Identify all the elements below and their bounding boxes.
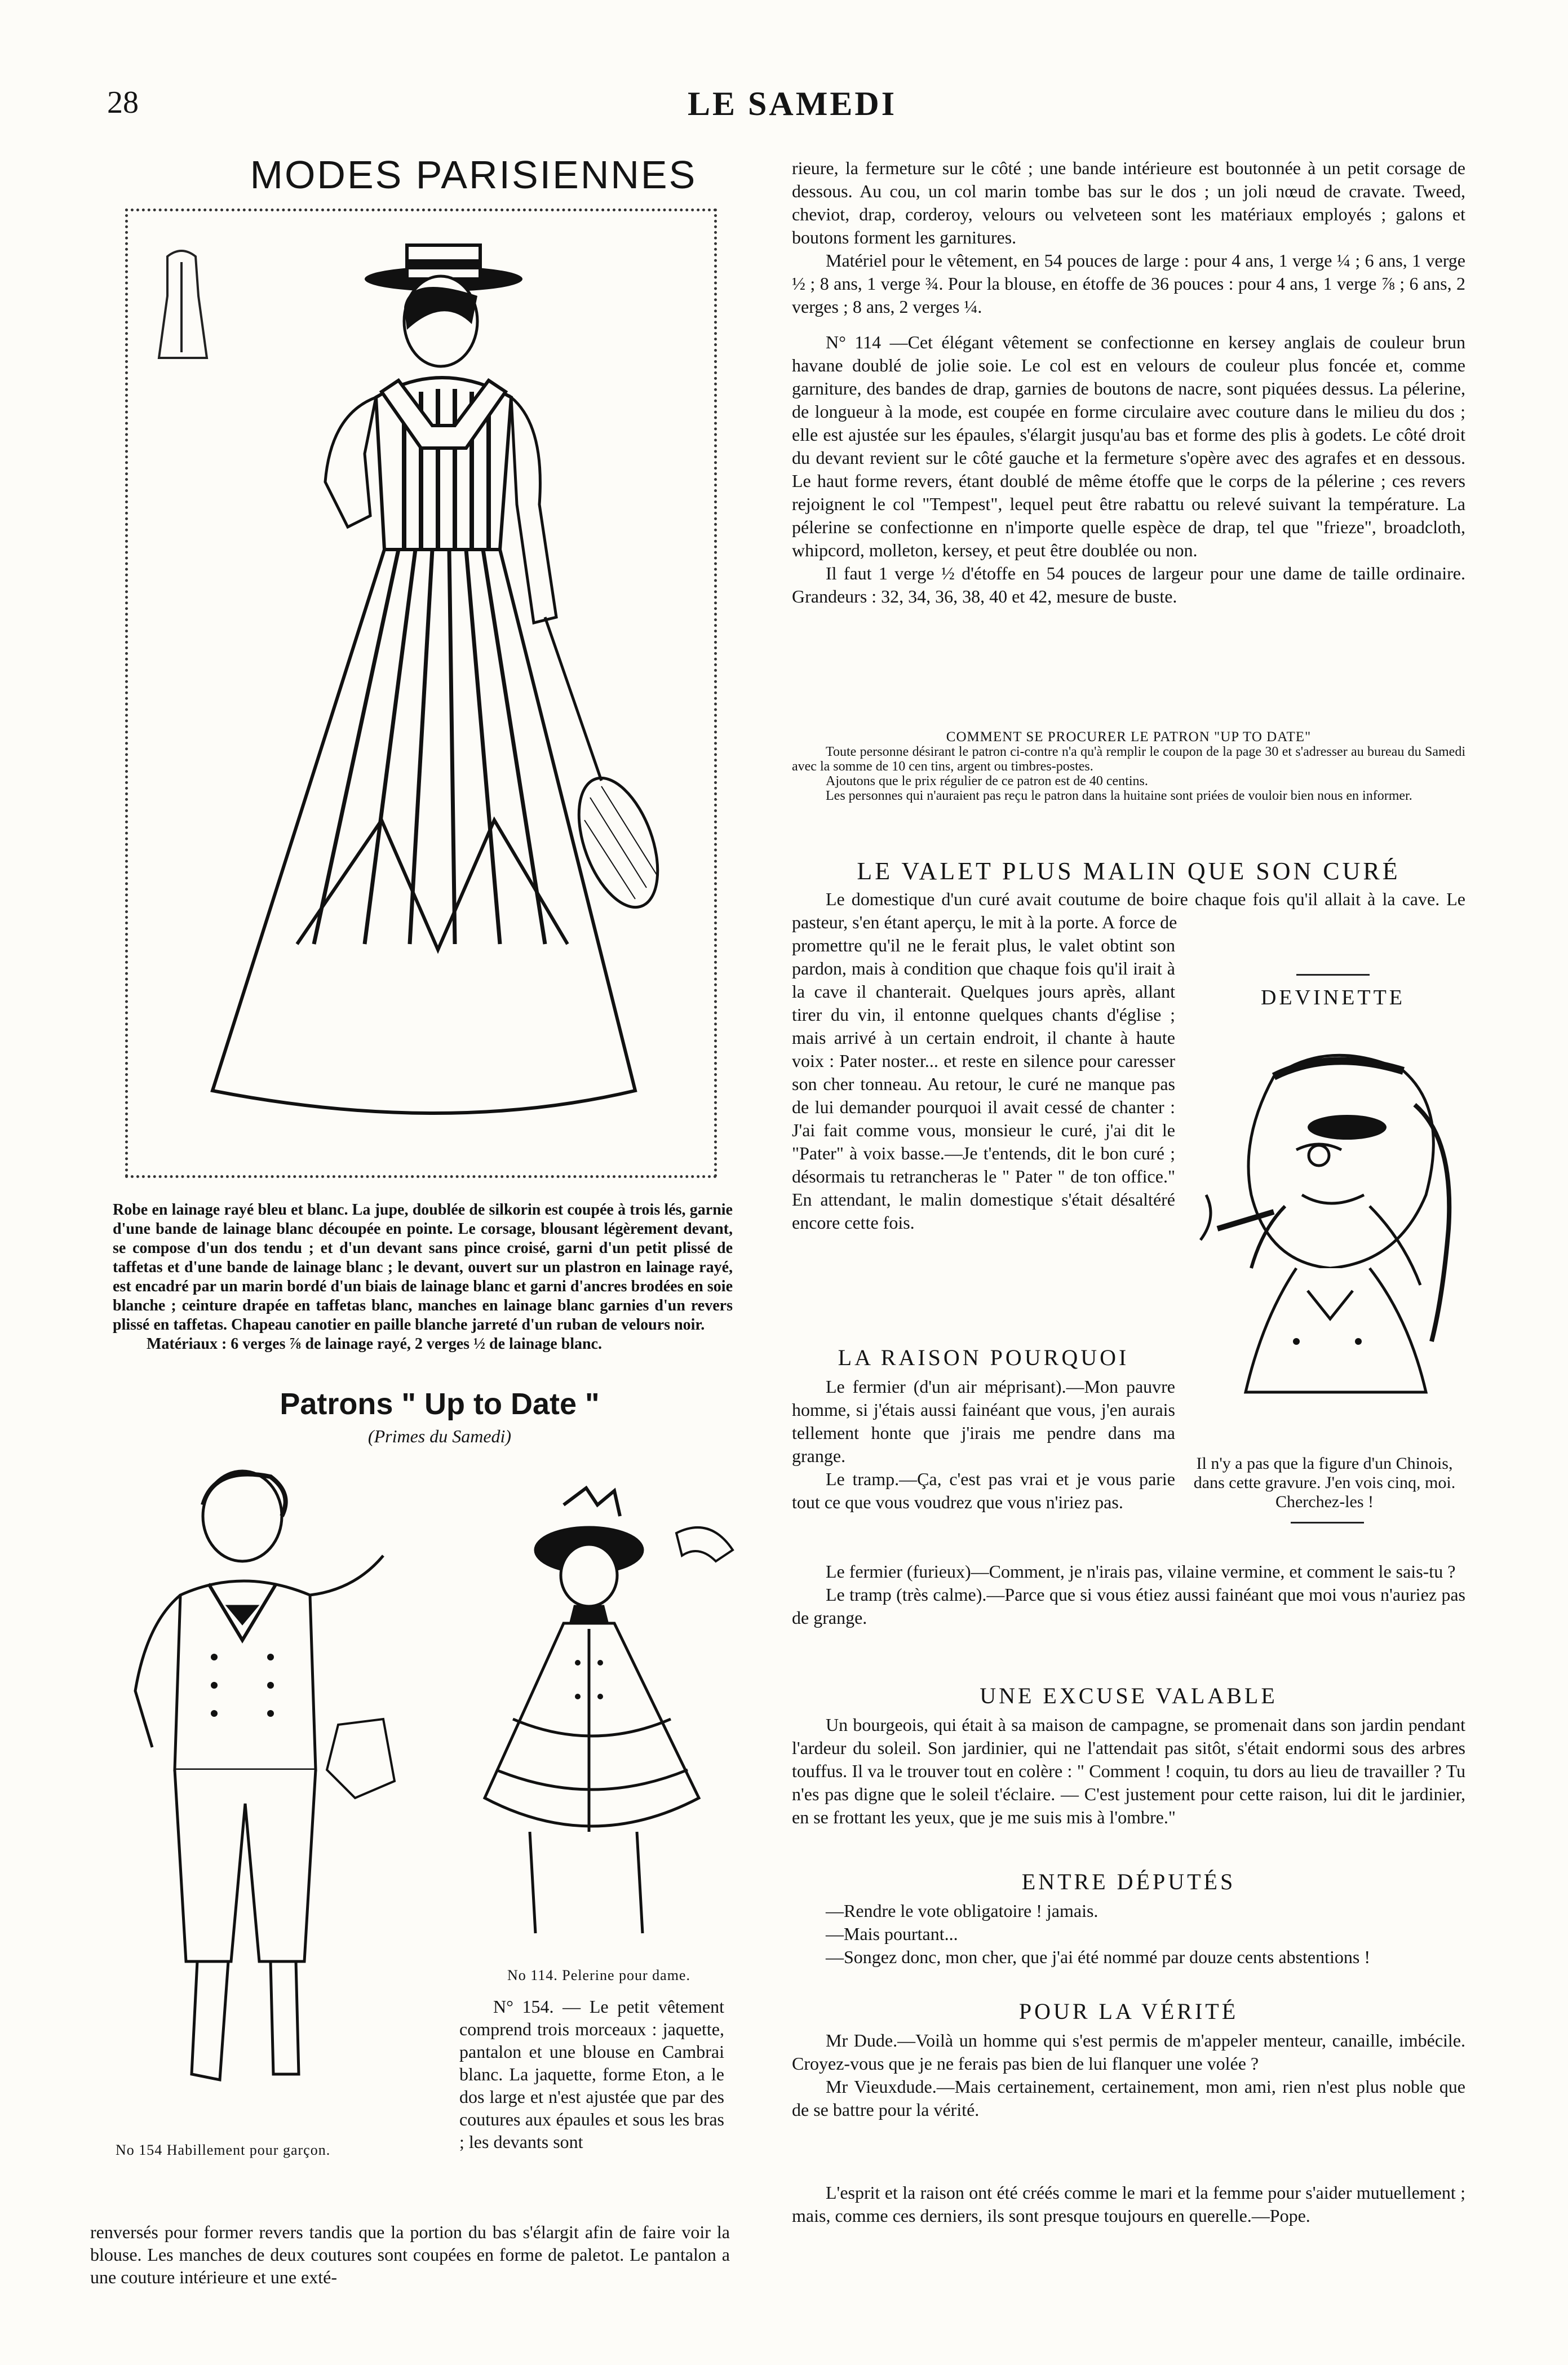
deputes-line-2: —Mais pourtant... [826, 1924, 958, 1944]
devinette-caption [1184, 1454, 1465, 1512]
right-column-top [792, 157, 1465, 608]
chinese-face-drawing [1184, 1026, 1477, 1437]
esprit-quote [792, 2181, 1465, 2227]
robe-materials: Matériaux : 6 verges ⅞ de lainage rayé, 2 verges ½ de lainage blanc. [147, 1335, 602, 1353]
devinette-bottom-rule [1291, 1522, 1364, 1523]
robe-description: Robe en lainage rayé bleu et blanc. La jupe, doublée de silkorin est coupée à trois lés, garnie d'une bande de lainage blanc découpée en pointe. Le corsage, blousant légèrement devant, se compose d'un dos tendu ; et d'un devant sans pince croisé, garni d'un petit plissé de taffetas et d'une bande de lainage blanc ; le devant, ouvert sur un plastron en lainage rayé, est encadré par un marin bordé d'un biais de lainage blanc et garni d'ancres brodées en soie blanche ; ceinture drapée en taffetas blanc, manches en lainage blanc garnies d'un revers plissé en taffetas. Chapeau canotier en paille blanche jarreté d'un ruban de velours noir. [113, 1201, 733, 1334]
devinette-illustration [1184, 1026, 1477, 1437]
comment-title: COMMENT SE PROCURER LE PATRON "UP TO DATE" [946, 729, 1312, 745]
verite-line-1: Mr Dude.—Voilà un homme qui s'est permis de m'appeler menteur, canaille, imbécile. Croyez-vous que je ne ferais pas bien de lui flanquer une volée ? [792, 2030, 1465, 2074]
devinette-top-rule [1296, 974, 1370, 976]
excuse-body [792, 1713, 1465, 1829]
comment-line-1: Toute personne désirant le patron ci-contre n'a qu'à remplir le coupon de la page 30 et s'adresser au bureau du Samedi avec la somme de 10 cen tins, argent ou timbres-postes. [792, 745, 1465, 774]
boy-outfit-illustration [101, 1454, 417, 2114]
raison-body-wide [792, 1560, 1465, 1629]
deputes-body [792, 1899, 1465, 1969]
label-154: No 154 Habillement pour garçon. [116, 2142, 331, 2158]
text-154-body: N° 154. — Le petit vêtement comprend trois morceaux : jaquette, pantalon et une blouse en Cambrai blanc. La jaquette, forme Eton, a le dos large et n'est ajustée que par des coutures aux épaules et sous les bras ; les devants sont [459, 1996, 724, 2152]
comment-line-2: Ajoutons que le prix régulier de ce patron est de 40 centins. [826, 774, 1148, 789]
boy-outfit-cont-2: Matériel pour le vêtement, en 54 pouces de large : pour 4 ans, 1 verge ¼ ; 6 ans, 1 verge ½ ; 8 ans, 1 verge ¾. Pour la blouse, en étoffe de 36 pouces : pour 4 ans, 1 verge ⅞ ; 6 ans, 2 verges ; 8 ans, 2 verges ¼. [792, 250, 1465, 317]
text-154-continuation [90, 2221, 730, 2288]
text-154-cont-body: renversés pour former revers tandis que la portion du bas s'élargit afin de faire voir la blouse. Les manches de deux coutures sont coupées en forme de paletot. Le pantalon a une couture intérieure et une exté- [90, 2222, 730, 2287]
valet-intro [792, 888, 1465, 934]
no114-quantities: Il faut 1 verge ½ d'étoffe en 54 pouces de largeur pour une dame de taille ordinaire. Grandeurs : 32, 34, 36, 38, 40 et 42, mesure de buste. [792, 563, 1465, 606]
page-number: 28 [107, 85, 139, 120]
excuse-title: UNE EXCUSE VALABLE [980, 1683, 1278, 1708]
excuse-paragraph: Un bourgeois, qui était à sa maison de campagne, se promenait dans son jardin pendant l'ardeur du soleil. Son jardinier, qui ne l'attendait pas sitôt, s'était endormi sous des arbres touffus. Il va le trouver tout en colère : " Comment ! coquin, tu dors au lieu de travailler ? Tu n'es pas digne que le soleil t'éclaire. — C'est justement pour cette raison, lui dit le jardinier, en se frottant les yeux, que je me suis mis à l'ombre." [792, 1715, 1465, 1827]
raison-line-3: Le fermier (furieux)—Comment, je n'irais pas, vilaine vermine, et comment le sais-tu ? [826, 1561, 1456, 1582]
text-154 [459, 1995, 724, 2153]
fashion-plate-illustration [128, 211, 714, 1175]
pelerine-illustration [451, 1482, 744, 1950]
deputes-line-1: —Rendre le vote obligatoire ! jamais. [826, 1901, 1099, 1921]
comment-block [792, 730, 1465, 803]
raison-line-1: Le fermier (d'un air méprisant).—Mon pauvre homme, si j'étais aussi fainéant que vous, j'en aurais tellement honte que j'irais me pendre dans ma grange. [792, 1376, 1175, 1466]
verite-line-2: Mr Vieuxdude.—Mais certainement, certainement, mon ami, rien n'est plus noble que de se battre pour la vérité. [792, 2076, 1465, 2120]
boy-outfit-cont-1: rieure, la fermeture sur le côté ; une bande intérieure est boutonnée à un petit corsage de dessous. Au cou, un col marin tombe bas sur le dos ; un joli nœud de cravate. Tweed, cheviot, drap, corderoy, velours ou velveteen sont les matériaux employés ; galons et boutons forment les garnitures. [792, 158, 1465, 247]
valet-paragraph-1: Le domestique d'un curé avait coutume de boire chaque fois qu'il allait à la cave. Le pasteur, s'en étant aperçu, le mit à la porte. A force de [792, 889, 1465, 932]
patrons-title: Patrons " Up to Date " [280, 1387, 600, 1421]
valet-title: LE VALET PLUS MALIN QUE SON CURÉ [857, 857, 1401, 885]
devinette-title: DEVINETTE [1260, 986, 1406, 1009]
fashion-plate-frame [125, 209, 717, 1178]
pelerine-drawing [451, 1482, 744, 1950]
modes-title: MODES PARISIENNES [250, 153, 697, 197]
small-dress-sketch [159, 251, 207, 358]
deputes-title: ENTRE DÉPUTÉS [1021, 1869, 1236, 1894]
verite-title: POUR LA VÉRITÉ [1018, 1999, 1239, 2024]
comment-line-3: Les personnes qui n'auraient pas reçu le patron dans la huitaine sont priées de vouloir bien nous en informer. [826, 789, 1412, 803]
deputes-line-3: —Songez donc, mon cher, que j'ai été nommé par douze cents abstentions ! [826, 1947, 1370, 1967]
valet-body [792, 934, 1175, 1234]
no114-description: N° 114 —Cet élégant vêtement se confectionne en kersey anglais de couleur brun havane doublé de jolie soie. Le col est en velours de couleur plus foncée et, comme garniture, des bandes de drap, garnies de boutons de nacre, sont piquées dessus. La pélerine, de longueur à la mode, est coupée en forme circulaire avec couture dans le milieu du dos ; elle est ajustée sur les épaules, s'élargit jusqu'au bas et forme des plis à godets. Le côté droit du devant revient sur le côté gauche et la fermeture s'opère avec des agrafes et en dessous. Le haut forme revers, étant doublé de même étoffe que le corps de la pélerine ; ces revers rejoignent le col "Tempest", lequel peut être rabattu ou relevé suivant la température. La pélerine se confectionne en n'importe quelle espèce de drap, tel que "frieze", broadcloth, whipcord, molleton, kersey, et peut être doublée ou non. [792, 332, 1465, 560]
patrons-subtitle: (Primes du Samedi) [367, 1426, 512, 1446]
raison-title: LA RAISON POURQUOI [838, 1345, 1130, 1370]
robe-caption [113, 1201, 733, 1354]
raison-line-4: Le tramp (très calme).—Parce que si vous étiez aussi fainéant que moi vous n'auriez pas de grange. [792, 1584, 1465, 1628]
boy-outfit-drawing [101, 1454, 417, 2114]
label-114: No 114. Pelerine pour dame. [507, 1967, 690, 1983]
journal-title: LE SAMEDI [688, 85, 897, 122]
raison-body-narrow [792, 1375, 1175, 1514]
valet-paragraph-2: promettre qu'il ne le ferait plus, le valet obtint son pardon, mais à condition que chaque fois qu'il irait à la cave il chanterait. Quelques jours après, allant tirer du vin, il entonne quelques chants d'église ; mais arrivé à un certain endroit, il chante à haute voix : Pater noster... et reste en silence pour caresser son cher tonneau. Au retour, le curé ne manque pas de lui demander pourquoi il avait cessé de chanter : J'ai fait comme vous, monsieur le curé, j'ai dit le "Pater" à voix basse.—Je t'entends, dit le bon curé ; désormais tu retrancheras le " Pater " de ton office." En attendant, le malin domestique s'était désaltéré encore cette fois. [792, 935, 1175, 1233]
raison-line-2: Le tramp.—Ça, c'est pas vrai et je vous parie tout ce que vous voudrez que vous n'iriez pas. [792, 1469, 1175, 1512]
devinette-caption-text: Il n'y a pas que la figure d'un Chinois, dans cette gravure. J'en vois cinq, moi. Cherchez-les ! [1193, 1454, 1456, 1511]
esprit-text: L'esprit et la raison ont été créés comme le mari et la femme pour s'aider mutuellement ; mais, comme ces derniers, ils sont presque toujours en querelle.—Pope. [792, 2182, 1465, 2226]
verite-body [792, 2029, 1465, 2122]
page-header [107, 85, 1516, 135]
